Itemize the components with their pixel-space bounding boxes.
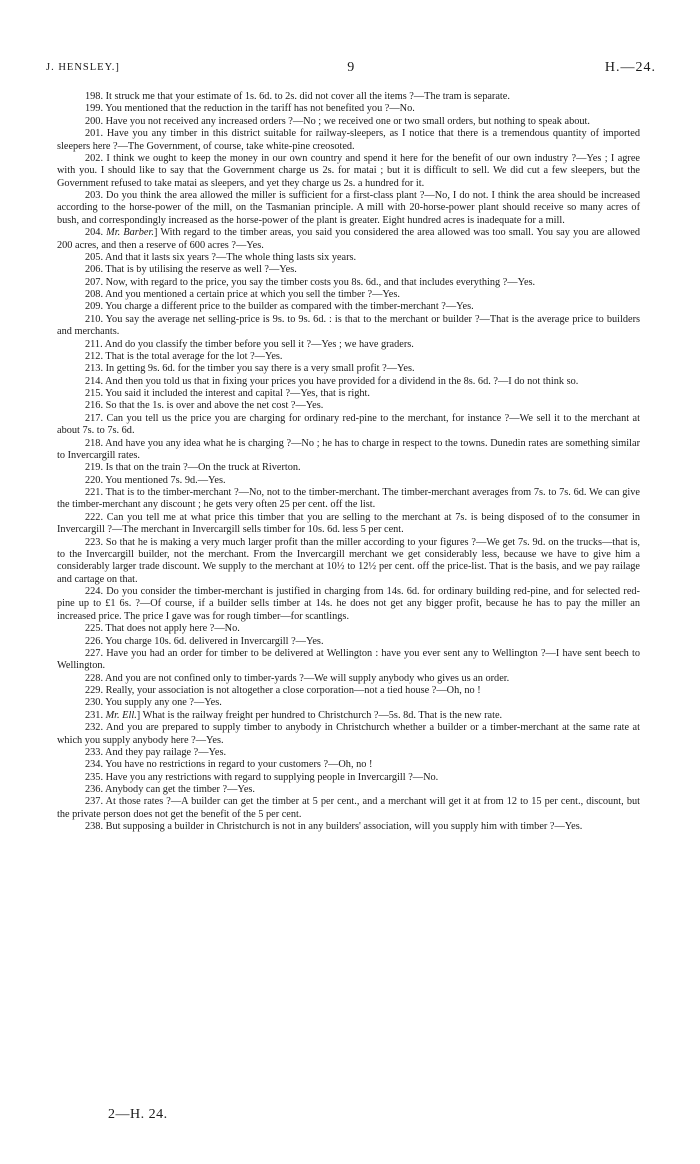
question-answer-paragraph: 214. And then you told us that in fixing your prices you have provided for a dividend in the 8s. 6d. ?—I do not think so. — [85, 375, 579, 387]
question-answer-paragraph: 198. It struck me that your estimate of 1s. 6d. to 2s. did not cover all the items ?—The tram is separate. — [85, 91, 510, 102]
question-answer-paragraph: 201. Have you any timber in this district suitable for railway-sleepers, as I notice that there is a tremendous quantity of imported sleepers here ?—The Government, of course, take white-pine creosoted. — [57, 128, 640, 152]
question-answer-paragraph: 220. You mentioned 7s. 9d.—Yes. — [85, 474, 226, 486]
question-answer-paragraph: 212. That is the total average for the lot ?—Yes. — [85, 350, 283, 362]
question-answer-paragraph: 200. Have you not received any increased orders ?—No ; we received one or two small orders, but nothing to speak about. — [85, 115, 590, 127]
question-answer-paragraph: 218. And have you any idea what he is charging ?—No ; he has to charge in respect to the towns. Dunedin rates are something similar to Invercargill rates. — [57, 437, 640, 461]
question-answer-paragraph: 207. Now, with regard to the price, you say the timber costs you 8s. 6d., and that includes everything ?—Yes. — [85, 276, 536, 288]
question-answer-paragraph: 215. You said it included the interest and capital ?—Yes, that is right. — [85, 388, 370, 399]
question-answer-paragraph: 204. Mr. Barber.] With regard to the timber areas, you said you considered the area allowed was too small. You say you are allowed 200 acres, and then a reserve of 600 acres ?—Yes. — [57, 227, 641, 251]
header-witness-name: J. HENSLEY.] — [46, 62, 120, 73]
question-answer-paragraph: 199. You mentioned that the reduction in the tariff has not benefited you ?—No. — [85, 103, 415, 115]
question-answer-paragraph: 217. Can you tell us the price you are charging for ordinary red-pine to the merchant, for instance ?—We sell it to the merchant at about 7s. to 7s. 6d. — [57, 412, 640, 437]
question-answer-paragraph: 234. You have no restrictions in regard to your customers ?—Oh, no ! — [85, 759, 373, 771]
question-answer-paragraph: 219. Is that on the train ?—On the truck at Riverton. — [85, 462, 301, 474]
speaker-name: Mr. Barber. — [106, 227, 154, 239]
question-answer-paragraph: 224. Do you consider the timber-merchant is justified in charging from 14s. 6d. for ordinary building red-pine, and for selected red-pine up to £1 6s. ?—Of course, if a builder sells timber at 14s. he does not get any bigger profit, because he has to pay the miller an increased price. The price I gave was for rough timber—for scantlings. — [57, 586, 640, 622]
document-reference: H.—24. — [604, 60, 656, 75]
question-answer-paragraph: 232. And you are prepared to supply timber to anybody in Christchurch whether a builder or a timber-merchant at the same rate at which you supply anybody here ?—Yes. — [57, 722, 640, 746]
question-answer-paragraph: 216. So that the 1s. is over and above the net cost ?—Yes. — [85, 400, 324, 412]
question-answer-paragraph: 221. That is to the timber-merchant ?—No, not to the timber-merchant. The timber-merchant averages from 7s. to 7s. 6d. We can give the timber-merchant any discount ; he gets very often 25 per cent. off the list. — [57, 487, 640, 511]
question-answer-paragraph: 226. You charge 10s. 6d. delivered in Invercargill ?—Yes. — [85, 635, 324, 647]
question-answer-paragraph: 209. You charge a different price to the builder as compared with the timber-merchant ?—Yes. — [85, 301, 474, 313]
question-answer-paragraph: 210. You say the average net selling-price is 9s. to 9s. 6d. : is that to the merchant or builder ?—That is the average price to builders and merchants. — [57, 313, 640, 338]
question-answer-paragraph: 238. But supposing a builder in Christchurch is not in any builders' association, will you supply him with timber ?—Yes. — [85, 821, 583, 833]
question-answer-paragraph: 202. I think we ought to keep the money in our own country and spend it here for the benefit of our own industry ?—Yes ; I agree with you. I should like to say that the Government charge us 2s. for matai ; but it is difficult to sell. We did cut a few sleepers, but the Government refused to take matai as sleepers, and yet they charge us 2s. a hundred for it. — [57, 152, 640, 189]
question-answer-paragraph: 206. That is by utilising the reserve as well ?—Yes. — [85, 264, 297, 276]
question-answer-paragraph: 230. You supply any one ?—Yes. — [85, 697, 222, 709]
question-answer-paragraph: 229. Really, your association is not altogether a close corporation—not a tied house ?—Oh, no ! — [85, 685, 481, 696]
question-answer-paragraph: 236. Anybody can get the timber ?—Yes. — [85, 784, 255, 795]
evidence-text — [57, 91, 640, 834]
running-header — [46, 60, 656, 80]
question-answer-paragraph: 228. And you are not confined only to timber-yards ?—We will supply anybody who gives us an order. — [85, 672, 510, 684]
question-answer-paragraph: 222. Can you tell me at what price this timber that you are selling to the merchant at 7s. is being disposed of to the consumer in Invercargill ?—The merchant in Invercargill sells timber for 10s. 6d. less 5 per cent. — [57, 511, 640, 536]
page-number: 9 — [347, 60, 355, 75]
question-answer-paragraph: 225. That does not apply here ?—No. — [85, 623, 240, 635]
speaker-name: Mr. Ell. — [105, 709, 137, 721]
question-answer-paragraph: 235. Have you any restrictions with regard to supplying people in Invercargill ?—No. — [85, 771, 439, 783]
question-answer-paragraph: 231. Mr. Ell.] What is the railway freight per hundred to Christchurch ?—5s. 8d. That is the new rate. — [85, 709, 503, 721]
question-answer-paragraph: 203. Do you think the area allowed the miller is sufficient for a first-class plant ?—No, I do not. I think the area should be increased according to the horse-power of the mill, on the Tasmanian principle. A mill with 20-horse-power plant should receive so many acres of bush, and correspondingly increased as the horse-power of the plant is greater. Eight hundred acres is inadequate for a mill. — [57, 190, 640, 226]
question-answer-paragraph: 227. Have you had an order for timber to be delivered at Wellington : have you ever sent any to Wellington ?—I have sent beech to Wellington. — [57, 647, 640, 672]
sheet-signature: 2—H. 24. — [108, 1107, 168, 1122]
question-answer-paragraph: 205. And that it lasts six years ?—The whole thing lasts six years. — [85, 251, 357, 263]
question-answer-paragraph: 233. And they pay railage ?—Yes. — [85, 746, 227, 758]
question-answer-paragraph: 223. So that he is making a very much larger profit than the miller according to your figures ?—We get 7s. 9d. on the trucks—that is, to the Invercargill builder, not the merchant. From the Invercargill merchant we get considerably less, because we have to give him a considerably larger trade discount. We supply to the merchant at 10½ to 12½ per cent. off the price-list. That is the basis, and we pay railage and cartage on that. — [57, 536, 640, 585]
question-answer-paragraph: 211. And do you classify the timber before you sell it ?—Yes ; we have graders. — [85, 338, 414, 350]
question-answer-paragraph: 208. And you mentioned a certain price at which you sell the timber ?—Yes. — [85, 289, 400, 300]
question-answer-paragraph: 237. At those rates ?—A builder can get the timber at 5 per cent., and a merchant will get it at from 12 to 15 per cent., discount, but the private person does not get the benefit of the 5 per cent. — [57, 796, 640, 820]
question-answer-paragraph: 213. In getting 9s. 6d. for the timber you say there is a very small profit ?—Yes. — [85, 363, 415, 375]
